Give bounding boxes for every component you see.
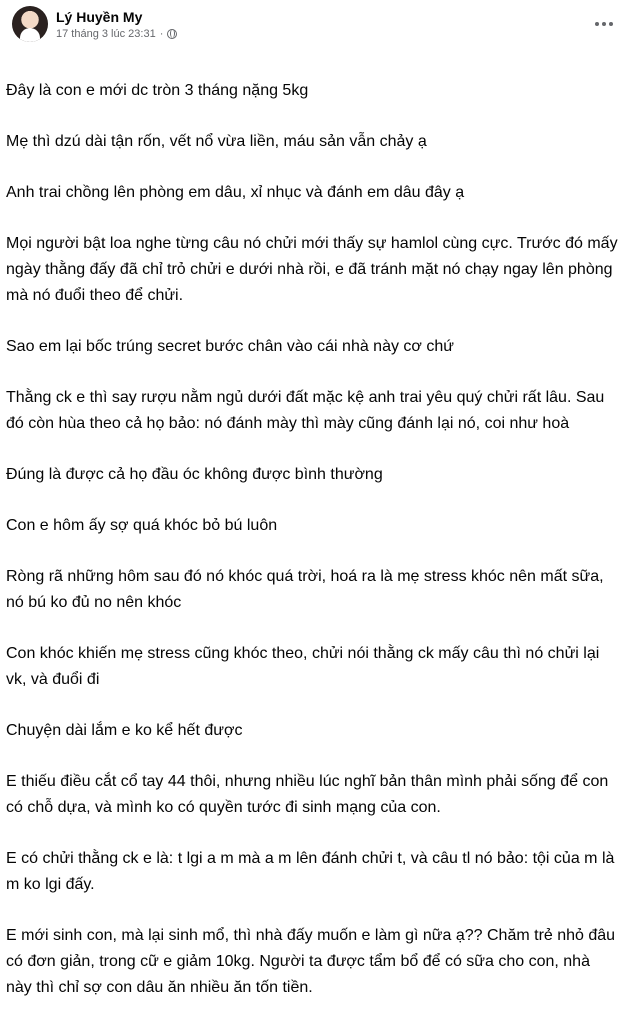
post-paragraph: Mọi người bật loa nghe từng câu nó chửi mới thấy sự hamlol cùng cực. Trước đó mấy ngày thằng đấy đã chỉ trỏ chửi e dưới nhà rồi, e đã tránh mặt nó chạy ngay lên phòng mà nó đuổi theo để chửi. bbox=[6, 235, 618, 304]
avatar[interactable] bbox=[12, 6, 48, 42]
post-paragraph: E có chửi thằng ck e là: t lgi a m mà a m lên đánh chửi t, và câu tl nó bảo: tội của m là m ko lgi đấy. bbox=[6, 850, 615, 893]
post-paragraph: E thiếu điều cắt cổ tay 44 thôi, nhưng nhiều lúc nghĩ bản thân mình phải sống để con có chỗ dựa, và mình ko có quyền tước đi sinh mạng của con. bbox=[6, 773, 609, 816]
post-paragraph: Con khóc khiến mẹ stress cũng khóc theo, chửi nói thằng ck mấy câu thì nó chửi lại vk, và đuổi đi bbox=[6, 645, 600, 688]
more-options-button[interactable] bbox=[590, 12, 618, 36]
post-paragraph: Đúng là được cả họ đầu óc không được bình thường bbox=[6, 466, 383, 483]
post-paragraph: Thằng ck e thì say rượu nằm ngủ dưới đất mặc kệ anh trai yêu quý chửi rất lâu. Sau đó còn hùa theo cả họ bảo: nó đánh mày thì mày cũng đánh lại nó, coi như hoà bbox=[6, 389, 605, 432]
post-paragraph: Anh trai chồng lên phòng em dâu, xỉ nhục và đánh em dâu đây ạ bbox=[6, 184, 465, 201]
post-timestamp[interactable]: 17 tháng 3 lúc 23:31 bbox=[56, 28, 156, 40]
post-body bbox=[6, 78, 618, 1026]
post-paragraph: Con e hôm ấy sợ quá khóc bỏ bú luôn bbox=[6, 517, 278, 534]
post-meta bbox=[56, 27, 177, 41]
post-paragraph: E mới sinh con, mà lại sinh mổ, thì nhà đấy muốn e làm gì nữa ạ?? Chăm trẻ nhỏ đâu có đơn giản, trong cữ e giảm 10kg. Người ta được tẩm bổ để có sữa cho con, nhà này thì chỉ sợ con dâu ăn nhiều ăn tốn tiền. bbox=[6, 927, 616, 996]
meta-separator: · bbox=[159, 28, 164, 40]
post-paragraph: Đây là con e mới dc tròn 3 tháng nặng 5kg bbox=[6, 82, 309, 99]
post-paragraph: Ròng rã những hôm sau đó nó khóc quá trời, hoá ra là mẹ stress khóc nên mất sữa, nó bú ko đủ no nên khóc bbox=[6, 568, 604, 611]
author-name[interactable]: Lý Huyền My bbox=[56, 9, 143, 25]
globe-icon[interactable] bbox=[167, 29, 177, 39]
post-paragraph: Mẹ thì dzú dài tận rốn, vết nổ vừa liền, máu sản vẫn chảy ạ bbox=[6, 133, 427, 150]
post-header bbox=[12, 6, 618, 46]
post-paragraph: Chuyện dài lắm e ko kể hết được bbox=[6, 722, 243, 739]
more-horizontal-icon bbox=[595, 22, 599, 26]
post-paragraph: Sao em lại bốc trúng secret bước chân vào cái nhà này cơ chứ bbox=[6, 338, 454, 355]
